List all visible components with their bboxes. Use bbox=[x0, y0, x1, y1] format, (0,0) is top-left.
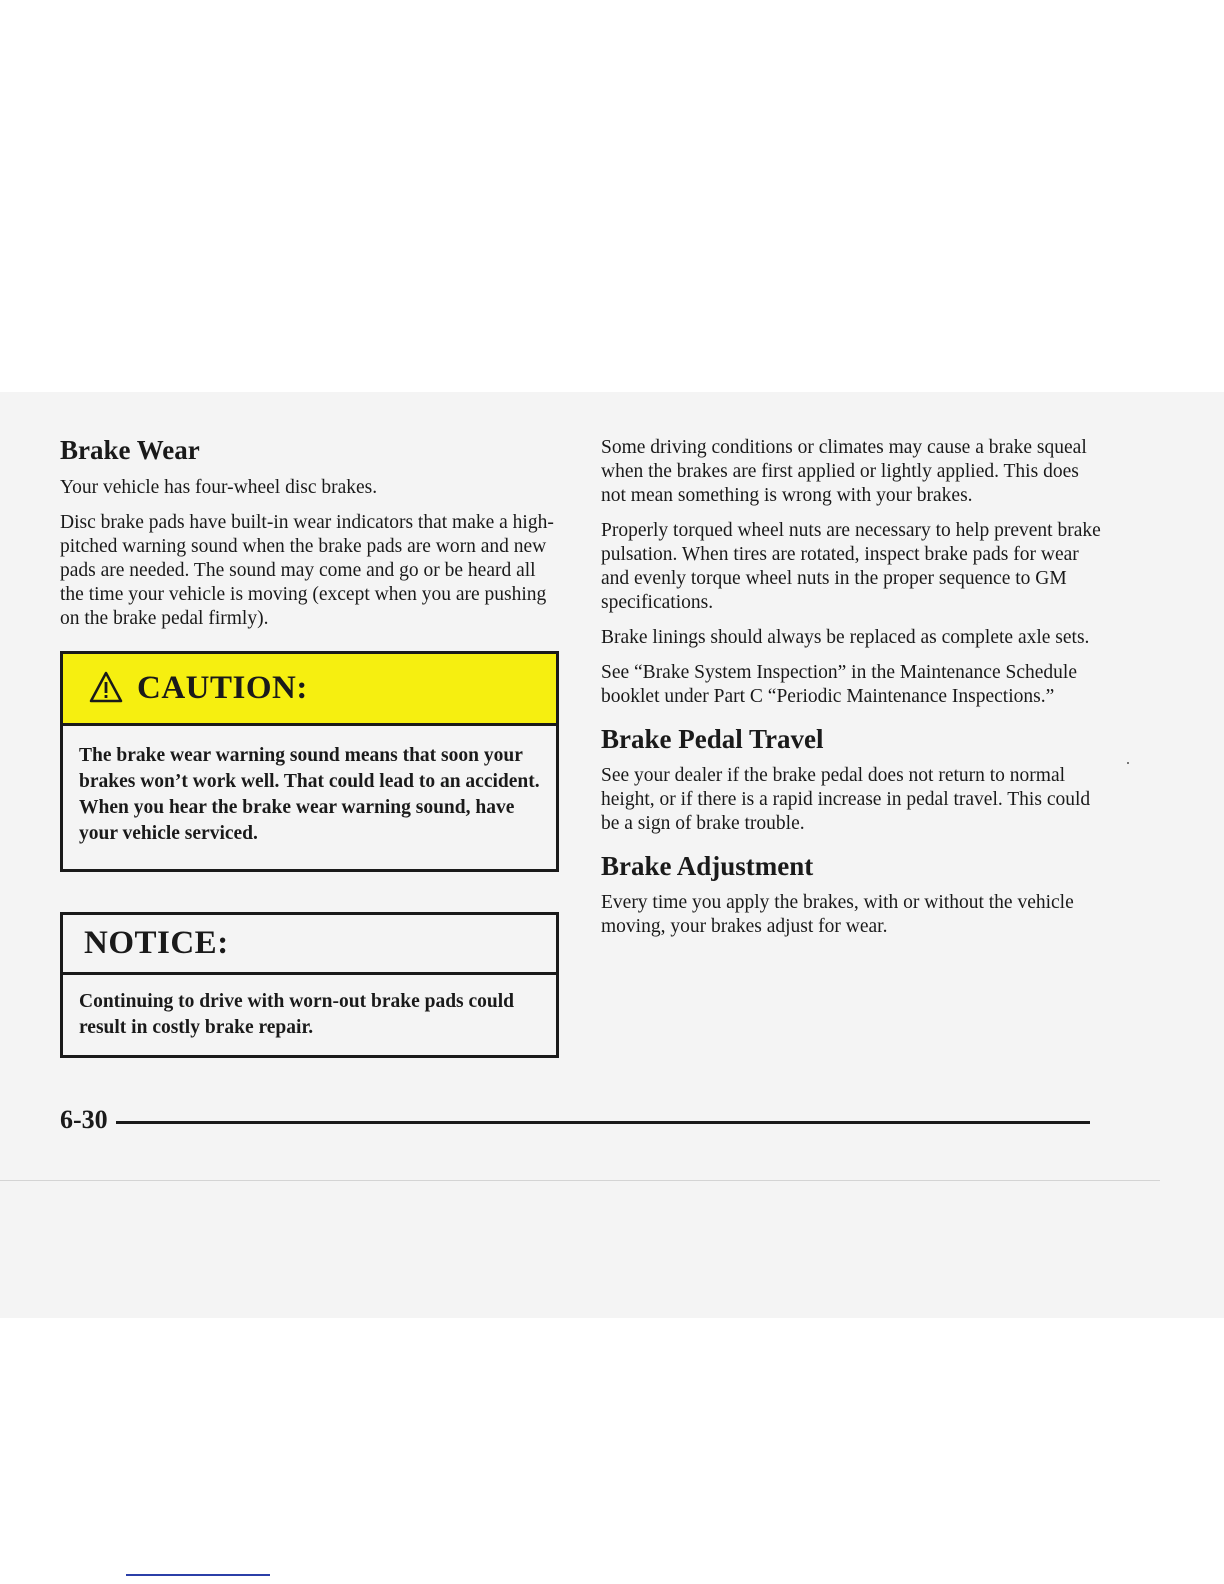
bottom-edge-rule bbox=[126, 1574, 270, 1576]
brake-wear-heading: Brake Wear bbox=[60, 435, 200, 465]
notice-header bbox=[63, 915, 556, 975]
pedal-travel-paragraph: See your dealer if the brake pedal does not return to normal height, or if there is a rapid increase in pedal travel. This could be a sign of brake trouble. bbox=[601, 765, 1091, 834]
right-column bbox=[601, 436, 1101, 950]
brake-adjustment-heading: Brake Adjustment bbox=[601, 851, 814, 881]
caution-header bbox=[63, 654, 556, 726]
notice-box bbox=[60, 912, 559, 1058]
warning-triangle-icon bbox=[89, 671, 123, 703]
disc-brakes-paragraph: Your vehicle has four-wheel disc brakes. bbox=[60, 477, 378, 498]
wheel-nuts-paragraph: Properly torqued wheel nuts are necessary to help prevent brake pulsation. When tires are rotated, inspect brake pads for wear and evenly torque wheel nuts in the proper sequence to GM specifications. bbox=[601, 520, 1101, 613]
scan-artifact-line bbox=[0, 1180, 1160, 1181]
footer-rule bbox=[116, 1121, 1090, 1124]
page-footer bbox=[60, 1104, 1090, 1136]
wear-indicator-paragraph: Disc brake pads have built-in wear indicators that make a high-pitched warning sound when the brake pads are worn and new pads are needed. The sound may come and go or be heard all the time your vehicle is moving (except when you are pushing on the brake pedal firmly). bbox=[60, 512, 554, 629]
scan-speck bbox=[1127, 762, 1129, 764]
brake-adjustment-paragraph: Every time you apply the brakes, with or without the vehicle moving, your brakes adjust for wear. bbox=[601, 892, 1074, 937]
notice-body: Continuing to drive with worn-out brake pads could result in costly brake repair. bbox=[79, 991, 515, 1038]
caution-box bbox=[60, 651, 559, 872]
notice-title: NOTICE: bbox=[84, 925, 229, 961]
brake-pedal-travel-heading: Brake Pedal Travel bbox=[601, 724, 824, 754]
brake-squeal-paragraph: Some driving conditions or climates may cause a brake squeal when the brakes are first applied or lightly applied. This does not mean something is wrong with your brakes. bbox=[601, 437, 1087, 506]
caution-body: The brake wear warning sound means that soon your brakes won’t work well. That could lead to an accident. When you hear the brake wear warning sound, have your vehicle serviced. bbox=[79, 745, 540, 844]
page-number: 6-30 bbox=[60, 1105, 108, 1134]
caution-title: CAUTION: bbox=[137, 670, 308, 706]
brake-linings-paragraph: Brake linings should always be replaced as complete axle sets. bbox=[601, 627, 1090, 648]
inspection-reference-paragraph: See “Brake System Inspection” in the Maintenance Schedule booklet under Part C “Periodic Maintenance Inspections.” bbox=[601, 662, 1077, 707]
left-column bbox=[60, 430, 564, 1058]
